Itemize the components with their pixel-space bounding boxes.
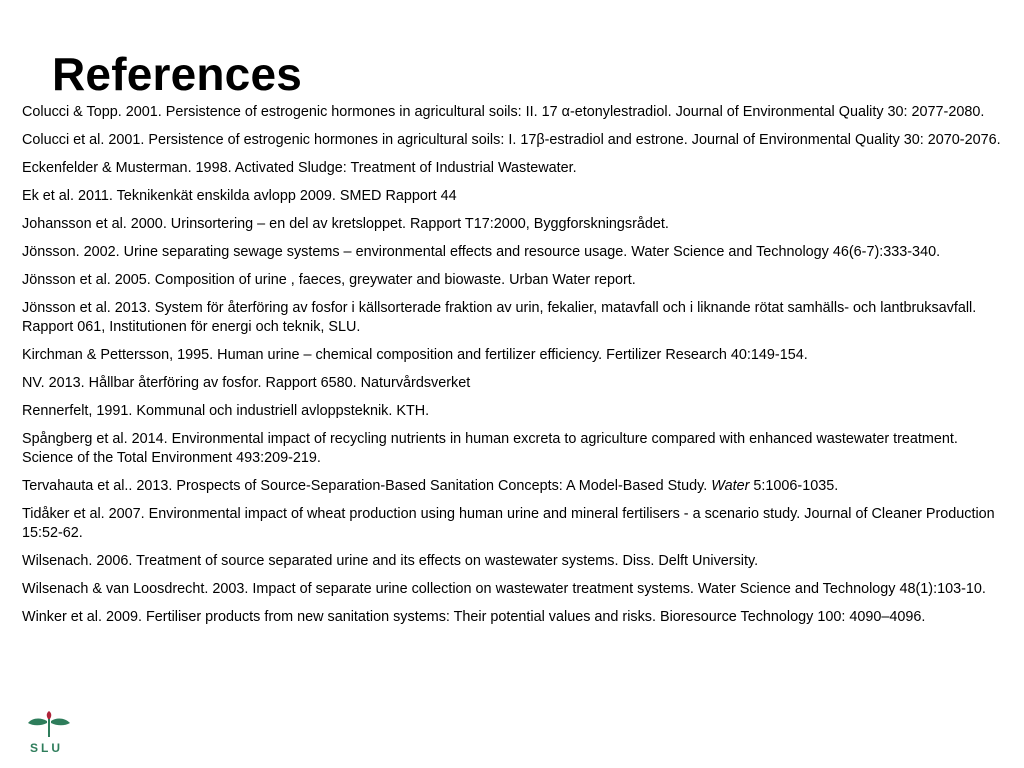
reference-item: Wilsenach & van Loosdrecht. 2003. Impact of separate urine collection on wastewater treatment systems. Water Science and Technology 48(1):103-10. (22, 581, 986, 597)
reference-item: Rennerfelt, 1991. Kommunal och industriell avloppsteknik. KTH. (22, 403, 430, 419)
logo-leaf-left (28, 719, 47, 726)
reference-item: Jönsson et al. 2013. System för återföring av fosfor i källsorterade fraktion av urin, fekalier, matavfall och i liknande rötat samhälls- och lantbruksavfall. Rapport 061, Institutionen för energi och teknik, SLU. (22, 300, 977, 335)
logo-flower (47, 711, 52, 720)
reference-list (22, 103, 1012, 636)
logo-text: SLU (30, 741, 63, 755)
reference-item: Eckenfelder & Musterman. 1998. Activated Sludge: Treatment of Industrial Wastewater. (22, 160, 577, 176)
logo-leaf-right (51, 719, 70, 726)
reference-item: Kirchman & Pettersson, 1995. Human urine – chemical composition and fertilizer efficiency. Fertilizer Research 40:149-154. (22, 347, 808, 363)
reference-item: Colucci & Topp. 2001. Persistence of estrogenic hormones in agricultural soils: II. 17 α-etonylestradiol. Journal of Environmental Quality 30: 2077-2080. (22, 104, 985, 120)
reference-item: Johansson et al. 2000. Urinsortering – en del av kretsloppet. Rapport T17:2000, Byggforskningsrådet. (22, 216, 669, 232)
reference-item-tervahauta (22, 477, 1012, 496)
reference-item: Ek et al. 2011. Teknikenkät enskilda avlopp 2009. SMED Rapport 44 (22, 188, 457, 204)
reference-item: Jönsson. 2002. Urine separating sewage systems – environmental effects and resource usage. Water Science and Technology 46(6-7):333-340. (22, 244, 941, 260)
reference-item: Tidåker et al. 2007. Environmental impact of wheat production using human urine and mineral fertilisers - a scenario study. Journal of Cleaner Production 15:52-62. (22, 506, 995, 541)
reference-item: Jönsson et al. 2005. Composition of urine , faeces, greywater and biowaste. Urban Water report. (22, 272, 636, 288)
reference-item: Spångberg et al. 2014. Environmental impact of recycling nutrients in human excreta to agriculture compared with enhanced wastewater treatment. Science of the Total Environment 493:209-219. (22, 431, 958, 466)
reference-item: Winker et al. 2009. Fertiliser products from new sanitation systems: Their potential values and risks. Bioresource Technology 100: 4090–4096. (22, 609, 926, 625)
reference-item: Colucci et al. 2001. Persistence of estrogenic hormones in agricultural soils: I. 17β-estradiol and estrone. Journal of Environmental Quality 30: 2070-2076. (22, 132, 1001, 148)
reference-item: Wilsenach. 2006. Treatment of source separated urine and its effects on wastewater systems. Diss. Delft University. (22, 553, 759, 569)
page-title: References (52, 48, 303, 100)
reference-text: 5:1006-1035. (749, 478, 839, 494)
logo-stem (48, 719, 50, 737)
reference-text: Tervahauta et al.. 2013. Prospects of Source-Separation-Based Sanitation Concepts: A Model-Based Study. (22, 478, 712, 494)
reference-journal: Water (711, 478, 750, 494)
reference-item: NV. 2013. Hållbar återföring av fosfor. Rapport 6580. Naturvårdsverket (22, 375, 471, 391)
